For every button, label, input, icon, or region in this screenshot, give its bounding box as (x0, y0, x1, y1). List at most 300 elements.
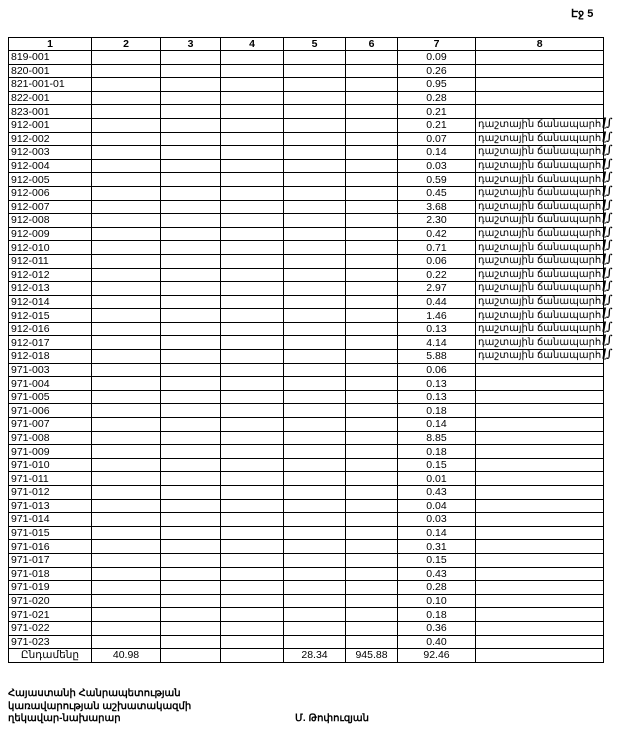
initials-mark-icon: ɭ∫ (602, 115, 613, 129)
empty-cell (346, 254, 398, 268)
table-row (9, 309, 604, 323)
purpose-text: դաշտային ճանապարհ (478, 295, 602, 307)
purpose-text: դաշտային ճանապարհ (478, 255, 602, 267)
empty-cell (92, 486, 161, 500)
empty-cell (92, 159, 161, 173)
empty-cell (346, 118, 398, 132)
empty-cell (161, 78, 221, 92)
empty-cell (284, 64, 346, 78)
empty-cell (284, 173, 346, 187)
empty-cell (161, 513, 221, 527)
parcel-id-cell: 971-014 (9, 513, 92, 527)
parcel-id-cell: 971-018 (9, 567, 92, 581)
parcel-id-cell: 912-007 (9, 200, 92, 214)
initials-mark-icon: ɭ∫ (602, 306, 613, 320)
empty-cell (346, 309, 398, 323)
purpose-cell (476, 621, 604, 635)
total-c6: 945.88 (346, 649, 398, 663)
empty-cell (221, 377, 284, 391)
empty-cell (284, 431, 346, 445)
total-label: Ընդամենը (9, 649, 92, 663)
empty-cell (92, 268, 161, 282)
purpose-cell (476, 431, 604, 445)
area-cell: 0.40 (398, 635, 476, 649)
empty-cell (284, 214, 346, 228)
empty-cell (346, 404, 398, 418)
empty-cell (161, 445, 221, 459)
parcel-id-cell: 821-001-01 (9, 78, 92, 92)
purpose-cell (476, 170, 613, 187)
empty-cell (161, 132, 221, 146)
parcel-id-cell: 912-006 (9, 186, 92, 200)
empty-cell (161, 553, 221, 567)
area-cell: 0.28 (398, 91, 476, 105)
empty-cell (161, 486, 221, 500)
purpose-text: դաշտային ճանապարհ (478, 350, 602, 362)
purpose-cell (476, 472, 604, 486)
area-cell: 0.71 (398, 241, 476, 255)
empty-cell (346, 241, 398, 255)
empty-cell (92, 214, 161, 228)
empty-cell (221, 159, 284, 173)
purpose-cell (476, 64, 604, 78)
area-cell: 0.15 (398, 458, 476, 472)
empty-cell (92, 64, 161, 78)
empty-cell (346, 499, 398, 513)
table-row (9, 295, 604, 309)
empty-cell (92, 418, 161, 432)
empty-cell (346, 51, 398, 65)
purpose-text: դաշտային ճանապարհ (478, 241, 602, 253)
table-row (9, 146, 604, 160)
empty-cell (346, 295, 398, 309)
parcel-id-cell: 912-003 (9, 146, 92, 160)
empty-cell (284, 309, 346, 323)
initials-mark-icon: ɭ∫ (602, 129, 613, 143)
table-row (9, 132, 604, 146)
initials-mark-icon: ɭ∫ (602, 183, 613, 197)
table-row (9, 621, 604, 635)
area-cell: 0.09 (398, 51, 476, 65)
empty-cell (346, 608, 398, 622)
table-row (9, 350, 604, 364)
table-row (9, 608, 604, 622)
empty-cell (161, 322, 221, 336)
empty-cell (221, 363, 284, 377)
empty-cell (92, 526, 161, 540)
empty-cell (161, 64, 221, 78)
empty-cell (221, 91, 284, 105)
purpose-cell (476, 513, 604, 527)
parcel-id-cell: 912-004 (9, 159, 92, 173)
purpose-text: դաշտային ճանապարհ (478, 119, 602, 131)
empty-cell (284, 241, 346, 255)
parcel-id-cell: 912-011 (9, 254, 92, 268)
parcel-id-cell: 971-023 (9, 635, 92, 649)
empty-cell (92, 377, 161, 391)
empty-cell (284, 91, 346, 105)
table-row (9, 513, 604, 527)
purpose-cell (476, 486, 604, 500)
empty-cell (221, 78, 284, 92)
empty-cell (284, 268, 346, 282)
area-cell: 0.43 (398, 567, 476, 581)
table-row (9, 78, 604, 92)
initials-mark-icon: ɭ∫ (602, 265, 613, 279)
empty-cell (92, 404, 161, 418)
empty-cell (161, 173, 221, 187)
empty-cell (161, 431, 221, 445)
table-row (9, 268, 604, 282)
table-row (9, 499, 604, 513)
parcel-id-cell: 912-017 (9, 336, 92, 350)
table-row (9, 159, 604, 173)
table-row (9, 322, 604, 336)
empty-cell (221, 540, 284, 554)
empty-cell (346, 282, 398, 296)
table-row (9, 418, 604, 432)
empty-cell (161, 159, 221, 173)
empty-cell (161, 254, 221, 268)
table-row (9, 594, 604, 608)
table-row (9, 635, 604, 649)
initials-mark-icon: ɭ∫ (602, 197, 613, 211)
empty-cell (161, 540, 221, 554)
table-row (9, 241, 604, 255)
empty-cell (284, 227, 346, 241)
empty-cell (346, 390, 398, 404)
area-cell: 0.95 (398, 78, 476, 92)
area-cell: 0.15 (398, 553, 476, 567)
empty-cell (161, 621, 221, 635)
empty-cell (284, 322, 346, 336)
empty-cell (221, 64, 284, 78)
empty-cell (161, 472, 221, 486)
empty-cell (92, 635, 161, 649)
empty-cell (161, 458, 221, 472)
empty-cell (221, 132, 284, 146)
empty-cell (346, 200, 398, 214)
table-row (9, 377, 604, 391)
empty-cell (221, 227, 284, 241)
table-row (9, 363, 604, 377)
signatory-name: Մ. Թոփուզյան (295, 713, 369, 724)
empty-cell (346, 377, 398, 391)
empty-cell (92, 118, 161, 132)
parcel-id-cell: 819-001 (9, 51, 92, 65)
empty-cell (221, 173, 284, 187)
area-cell: 0.14 (398, 146, 476, 160)
parcel-id-cell: 971-010 (9, 458, 92, 472)
column-header: 4 (221, 38, 284, 51)
purpose-cell (476, 608, 604, 622)
area-cell: 0.14 (398, 526, 476, 540)
table-row (9, 105, 604, 119)
area-cell: 0.36 (398, 621, 476, 635)
purpose-cell (476, 553, 604, 567)
empty-cell (284, 445, 346, 459)
area-cell: 0.31 (398, 540, 476, 554)
column-header: 3 (161, 38, 221, 51)
empty-cell (346, 146, 398, 160)
empty-cell (284, 608, 346, 622)
empty-cell (161, 200, 221, 214)
empty-cell (346, 350, 398, 364)
empty-cell (346, 513, 398, 527)
column-header: 8 (476, 38, 604, 51)
purpose-text: դաշտային ճանապարհ (478, 160, 602, 172)
empty-cell (92, 390, 161, 404)
area-cell: 0.14 (398, 418, 476, 432)
parcel-id-cell: 971-020 (9, 594, 92, 608)
area-cell: 0.45 (398, 186, 476, 200)
empty-cell (221, 486, 284, 500)
empty-cell (221, 635, 284, 649)
purpose-cell (476, 78, 604, 92)
purpose-cell (476, 445, 604, 459)
empty-cell (284, 350, 346, 364)
area-cell: 0.21 (398, 118, 476, 132)
parcel-id-cell: 971-003 (9, 363, 92, 377)
empty-cell (92, 105, 161, 119)
empty-cell (161, 390, 221, 404)
empty-cell (221, 418, 284, 432)
area-cell: 0.06 (398, 363, 476, 377)
initials-mark-icon: ɭ∫ (602, 238, 613, 252)
parcel-id-cell: 971-017 (9, 553, 92, 567)
empty-cell (161, 581, 221, 595)
area-cell: 0.26 (398, 64, 476, 78)
table-row (9, 486, 604, 500)
parcel-id-cell: 971-011 (9, 472, 92, 486)
purpose-cell (476, 458, 604, 472)
empty-cell (161, 594, 221, 608)
table-row (9, 445, 604, 459)
initials-mark-icon: ɭ∫ (602, 251, 613, 265)
column-header: 7 (398, 38, 476, 51)
empty-cell (161, 268, 221, 282)
empty-cell (346, 91, 398, 105)
parcel-id-cell: 912-014 (9, 295, 92, 309)
empty-cell (161, 186, 221, 200)
purpose-text: դաշտային ճանապարհ (478, 309, 602, 321)
purpose-cell (476, 363, 604, 377)
parcel-id-cell: 971-013 (9, 499, 92, 513)
empty-cell (161, 227, 221, 241)
empty-cell (284, 635, 346, 649)
table-row (9, 526, 604, 540)
empty-cell (346, 363, 398, 377)
purpose-cell (476, 390, 604, 404)
empty-cell (221, 51, 284, 65)
empty-cell (92, 621, 161, 635)
empty-cell (92, 513, 161, 527)
empty-cell (92, 458, 161, 472)
column-header: 2 (92, 38, 161, 51)
parcel-id-cell: 971-012 (9, 486, 92, 500)
empty-cell (92, 146, 161, 160)
empty-cell (346, 540, 398, 554)
purpose-text: դաշտային ճանապարհ (478, 268, 602, 280)
empty-cell (284, 567, 346, 581)
empty-cell (92, 186, 161, 200)
parcel-id-cell: 971-016 (9, 540, 92, 554)
purpose-cell (476, 333, 613, 350)
empty-cell (92, 322, 161, 336)
empty-cell (346, 635, 398, 649)
initials-mark-icon: ɭ∫ (602, 347, 613, 361)
empty-cell (284, 132, 346, 146)
purpose-cell (476, 156, 613, 173)
parcel-id-cell: 912-010 (9, 241, 92, 255)
empty-cell (284, 594, 346, 608)
total-row (9, 649, 604, 663)
empty-cell (346, 132, 398, 146)
purpose-cell (476, 265, 613, 282)
area-cell: 0.42 (398, 227, 476, 241)
area-cell: 0.44 (398, 295, 476, 309)
empty-cell (284, 146, 346, 160)
empty-cell (221, 241, 284, 255)
empty-cell (346, 336, 398, 350)
signatory-title (8, 688, 191, 726)
empty-cell (161, 309, 221, 323)
empty-cell (346, 431, 398, 445)
parcel-id-cell: 912-012 (9, 268, 92, 282)
empty-cell (284, 418, 346, 432)
area-cell: 0.18 (398, 608, 476, 622)
purpose-cell (476, 51, 604, 65)
total-c4 (221, 649, 284, 663)
empty-cell (221, 118, 284, 132)
empty-cell (92, 227, 161, 241)
table-row (9, 553, 604, 567)
table-row (9, 472, 604, 486)
parcel-id-cell: 912-002 (9, 132, 92, 146)
empty-cell (161, 567, 221, 581)
table-row (9, 91, 604, 105)
parcel-id-cell: 912-001 (9, 118, 92, 132)
empty-cell (92, 282, 161, 296)
empty-cell (346, 227, 398, 241)
empty-cell (221, 458, 284, 472)
initials-mark-icon: ɭ∫ (602, 333, 613, 347)
area-cell: 8.85 (398, 431, 476, 445)
parcel-id-cell: 912-008 (9, 214, 92, 228)
purpose-cell (476, 319, 613, 336)
empty-cell (284, 390, 346, 404)
empty-cell (221, 594, 284, 608)
empty-cell (161, 336, 221, 350)
empty-cell (284, 295, 346, 309)
empty-cell (221, 431, 284, 445)
parcel-id-cell: 971-007 (9, 418, 92, 432)
empty-cell (346, 159, 398, 173)
parcel-id-cell: 912-018 (9, 350, 92, 364)
empty-cell (284, 581, 346, 595)
parcel-id-cell: 971-004 (9, 377, 92, 391)
empty-cell (284, 105, 346, 119)
purpose-cell (476, 418, 604, 432)
footer-line-3: ղեկավար-նախարար (8, 713, 121, 724)
empty-cell (221, 309, 284, 323)
empty-cell (284, 553, 346, 567)
area-cell: 0.04 (398, 499, 476, 513)
table-row (9, 51, 604, 65)
initials-mark-icon: ɭ∫ (602, 279, 613, 293)
empty-cell (284, 159, 346, 173)
empty-cell (346, 486, 398, 500)
empty-cell (284, 363, 346, 377)
empty-cell (221, 268, 284, 282)
empty-cell (346, 173, 398, 187)
land-table (8, 37, 613, 663)
empty-cell (346, 567, 398, 581)
empty-cell (221, 621, 284, 635)
area-cell: 0.21 (398, 105, 476, 119)
table-row (9, 540, 604, 554)
empty-cell (221, 499, 284, 513)
empty-cell (161, 499, 221, 513)
purpose-cell (476, 377, 604, 391)
empty-cell (92, 173, 161, 187)
empty-cell (161, 118, 221, 132)
empty-cell (92, 581, 161, 595)
parcel-id-cell: 823-001 (9, 105, 92, 119)
purpose-cell (476, 224, 613, 241)
area-cell: 3.68 (398, 200, 476, 214)
parcel-id-cell: 912-005 (9, 173, 92, 187)
empty-cell (92, 431, 161, 445)
parcel-id-cell: 822-001 (9, 91, 92, 105)
table-row (9, 186, 604, 200)
table-row (9, 200, 604, 214)
parcel-id-cell: 971-009 (9, 445, 92, 459)
empty-cell (92, 540, 161, 554)
parcel-id-cell: 912-009 (9, 227, 92, 241)
empty-cell (284, 499, 346, 513)
empty-cell (161, 608, 221, 622)
empty-cell (92, 567, 161, 581)
table-row (9, 173, 604, 187)
empty-cell (221, 567, 284, 581)
parcel-id-cell: 912-013 (9, 282, 92, 296)
empty-cell (221, 282, 284, 296)
empty-cell (346, 581, 398, 595)
area-cell: 0.06 (398, 254, 476, 268)
empty-cell (221, 146, 284, 160)
empty-cell (161, 418, 221, 432)
empty-cell (92, 499, 161, 513)
empty-cell (346, 322, 398, 336)
area-cell: 2.30 (398, 214, 476, 228)
empty-cell (284, 486, 346, 500)
purpose-cell (476, 91, 604, 105)
empty-cell (221, 214, 284, 228)
area-cell: 0.13 (398, 322, 476, 336)
empty-cell (284, 472, 346, 486)
initials-mark-icon: ɭ∫ (602, 170, 613, 184)
empty-cell (221, 513, 284, 527)
area-cell: 0.13 (398, 377, 476, 391)
purpose-cell (476, 143, 613, 160)
empty-cell (161, 363, 221, 377)
empty-cell (346, 418, 398, 432)
empty-cell (92, 200, 161, 214)
purpose-cell (476, 105, 604, 119)
parcel-id-cell: 971-005 (9, 390, 92, 404)
table-row (9, 254, 604, 268)
